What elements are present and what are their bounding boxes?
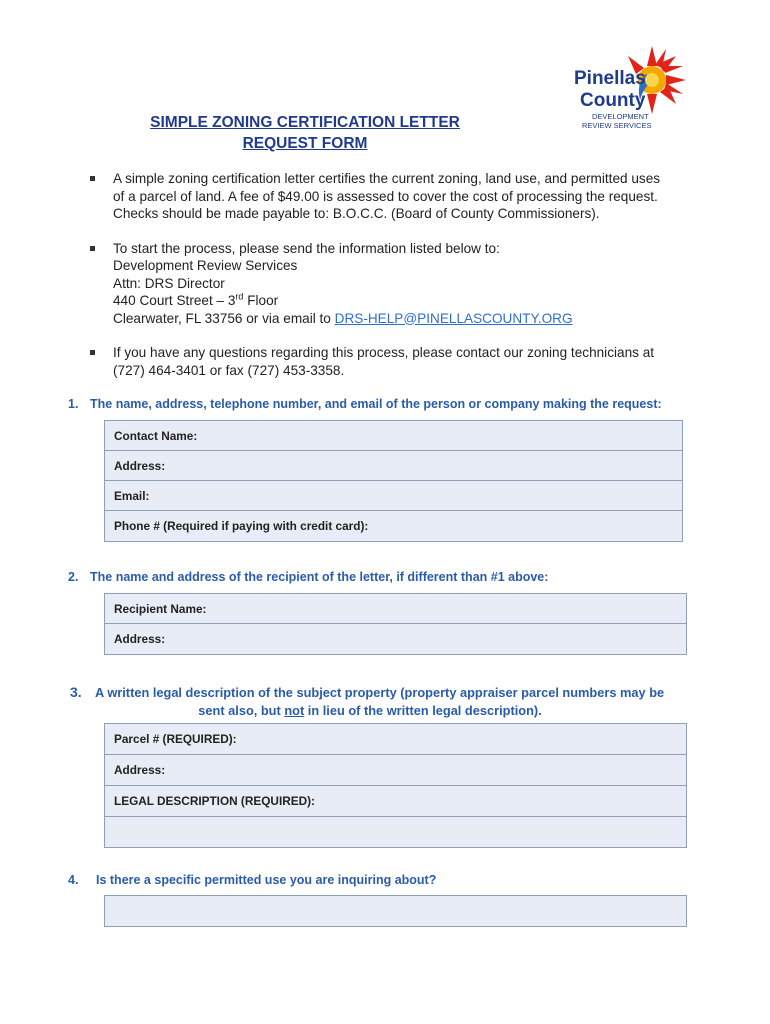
address-field[interactable]: Address:: [105, 451, 682, 481]
svg-text:DEVELOPMENT: DEVELOPMENT: [592, 112, 649, 121]
question-3: 3. A written legal description of the subject property (property appraiser parcel numbers may be sent also, but not in lieu of the written legal description).: [70, 684, 665, 718]
svg-text:REVIEW SERVICES: REVIEW SERVICES: [582, 121, 652, 130]
bullet-contact-info: If you have any questions regarding this process, please contact our zoning technicians at (727) 464-3401 or fax (727) 453-3358.: [86, 344, 736, 379]
legal-description-label: LEGAL DESCRIPTION (REQUIRED):: [105, 786, 686, 817]
title-line-1: SIMPLE ZONING CERTIFICATION LETTER: [150, 114, 460, 131]
recipient-address-field[interactable]: Address:: [105, 624, 686, 654]
svg-text:Pinellas: Pinellas: [574, 68, 646, 89]
email-field[interactable]: Email:: [105, 481, 682, 511]
permitted-use-table: [104, 895, 687, 927]
form-title: [100, 112, 510, 154]
property-address-field[interactable]: Address:: [105, 755, 686, 786]
title-line-2: REQUEST FORM: [242, 135, 368, 152]
svg-text:County: County: [580, 90, 646, 111]
permitted-use-input[interactable]: [105, 896, 686, 926]
recipient-name-field[interactable]: Recipient Name:: [105, 594, 686, 624]
email-link[interactable]: DRS-HELP@PINELLASCOUNTY.ORG: [334, 310, 573, 326]
requester-table: [104, 420, 683, 542]
property-table: [104, 723, 687, 848]
sun-logo-icon: [568, 44, 696, 134]
instructions-list: [86, 170, 736, 396]
street-address: 440 Court Street – 3rd Floor: [113, 291, 279, 308]
bullet-fee-info: A simple zoning certification letter certifies the current zoning, land use, and permitted uses of a parcel of land. A fee of $49.00 is assessed to cover the cost of processing the request. Checks should be made payable to: B.O.C.C. (Board of County Commissioners).: [86, 170, 736, 223]
parcel-field[interactable]: Parcel # (REQUIRED):: [105, 724, 686, 755]
legal-description-input[interactable]: [105, 817, 686, 847]
question-1: 1. The name, address, telephone number, and email of the person or company making the request:: [68, 397, 662, 411]
phone-field[interactable]: Phone # (Required if paying with credit card):: [105, 511, 682, 541]
recipient-table: [104, 593, 687, 655]
question-4: 4. Is there a specific permitted use you are inquiring about?: [68, 873, 437, 887]
contact-name-field[interactable]: Contact Name:: [105, 421, 682, 451]
bullet-mailing-info: To start the process, please send the information listed below to: Development Review Services Attn: DRS Director 440 Court Street – 3rd Floor Clearwater, FL 33756 or via email to DRS-HELP@PINELLASCOUNTY.ORG: [86, 240, 736, 328]
pinellas-county-logo: [568, 44, 696, 134]
question-2: 2. The name and address of the recipient of the letter, if different than #1 above:: [68, 570, 549, 584]
